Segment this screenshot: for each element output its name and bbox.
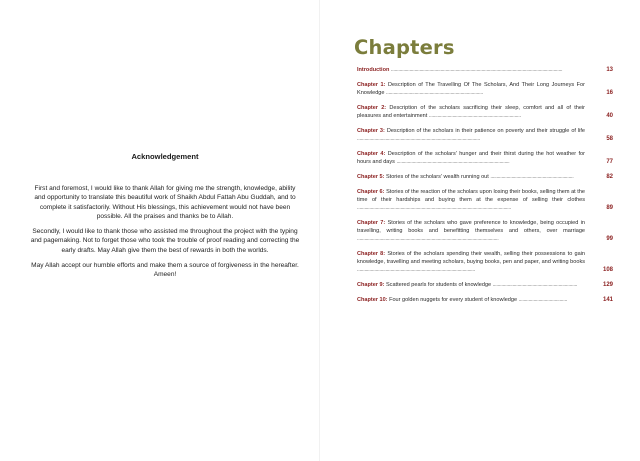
toc-entry-label: Chapter 4: [357, 151, 386, 158]
chapters-title: Chapters [354, 36, 455, 59]
toc-page-number: 89 [606, 205, 613, 211]
toc-entry-chapter-5[interactable] [357, 174, 615, 182]
ack-paragraph-3: May Allah accept our humble efforts and make them a source of forgiveness in the hereafter. [31, 262, 299, 270]
toc-page-number: 16 [606, 90, 613, 96]
toc-leader-dots: ....................................... [518, 297, 567, 303]
table-of-contents [357, 67, 615, 312]
toc-entry-text: Description of the scholars sacrificing their sleep, comfort and all of their pleasures and entertainment [357, 105, 585, 119]
toc-entry-chapter-1[interactable] [357, 82, 615, 98]
toc-entry-text: Stories of the scholars who gave preference to knowledge, being occupied in travelling, writing books and benefitting themselves and others, over marriage [357, 220, 586, 234]
toc-entry-chapter-6[interactable] [357, 189, 615, 213]
toc-page-number: 129 [602, 281, 613, 288]
toc-entry-chapter-8[interactable] [357, 251, 615, 275]
toc-page-number: 77 [606, 159, 613, 165]
toc-entry-chapter-10[interactable] [357, 297, 615, 305]
toc-entry-label: Chapter 7: [357, 220, 386, 227]
toc-page-number: 108 [602, 266, 613, 273]
ack-paragraph-2: Secondly, I would like to thank those who assisted me throughout the project with the typing and pagemaking. Not to forget those who took the trouble of proof reading and correcting the early drafts. May Allah give them the best of rewards in both the worlds. [30, 228, 300, 254]
toc-entry-label: Chapter 6: [357, 189, 385, 196]
toc-entry-chapter-2[interactable] [357, 105, 615, 121]
toc-leader-dots: ........................................................................................... [396, 159, 510, 165]
toc-page-number: 99 [606, 235, 613, 242]
toc-entry-label: Introduction [357, 67, 390, 73]
toc-entry-text: Stories of the reaction of the scholars upon losing their books, selling them at the time of their hardships and buying them at the expense of selling their clothes [357, 189, 585, 204]
toc-entry-text: Description of The Travelling Of The Scholars, And Their Long Journeys For Knowledge [357, 82, 585, 96]
toc-page-number: 141 [602, 297, 613, 303]
toc-entry-text: Stories of the scholars spending their wealth, selling their possessions to gain knowledge, travelling and meeting scholars, buying books, pen and paper, and writing books [357, 251, 585, 265]
toc-leader-dots: .............................................................................. [386, 90, 483, 96]
toc-page-number: 40 [606, 113, 613, 119]
toc-page-number: 13 [606, 67, 613, 73]
toc-entry-chapter-9[interactable] [357, 282, 615, 290]
toc-entry-chapter-7[interactable] [357, 220, 615, 244]
acknowledgement-title: Acknowledgement [131, 152, 199, 161]
toc-entry-label: Chapter 3: [357, 128, 385, 135]
toc-leader-dots: .................................................................................................................. [357, 235, 499, 242]
toc-entry-label: Chapter 9: [357, 281, 385, 288]
toc-entry-label: Chapter 2: [357, 105, 387, 112]
toc-entry-chapter-4[interactable] [357, 151, 615, 167]
toc-leader-dots: .......................................................................................................................................... [390, 67, 563, 73]
toc-page-number: 82 [606, 174, 613, 181]
toc-entry-text: Description of the scholars in their patience on poverty and their struggle of life [386, 128, 585, 135]
toc-entry-text: Description of the scholars' hunger and their thirst during the hot weather for hours and days [357, 151, 585, 165]
toc-leader-dots: ................................................................... [490, 174, 574, 181]
toc-entry-text: Stories of the scholars' wealth running out [385, 174, 489, 181]
toc-entry-text: Scattered pearls for students of knowledge [385, 281, 492, 288]
toc-entry-label: Chapter 8: [357, 251, 386, 257]
toc-entry-label: Chapter 1: [357, 82, 386, 89]
ack-closing: Ameen! [153, 271, 177, 279]
toc-leader-dots: ................................................................................................... [357, 136, 480, 142]
toc-leader-dots: .......................................................................... [428, 113, 521, 119]
toc-page-number: 58 [606, 136, 613, 142]
ack-paragraph-1: First and foremost, I would like to thank Allah for giving me the strength, knowledge, ability and opportunity to translate this beautiful work of Shaikh Abdul Fattah Abu Guddah, and to complete it satisfactorily. Without His blessings, this achievement would not have been possible. All the praises and thanks be to Allah. [34, 185, 296, 220]
acknowledgement-body [30, 184, 300, 286]
toc-leader-dots: .................................................................... [492, 281, 578, 288]
toc-entry-chapter-3[interactable] [357, 128, 615, 144]
toc-leader-dots: ............................................................................................................................ [357, 205, 511, 211]
toc-leader-dots: ............................................................................................... [357, 266, 475, 273]
toc-entry-introduction[interactable] [357, 67, 615, 75]
toc-entry-text: Four golden nuggets for every student of knowledge [389, 297, 518, 303]
toc-entry-label: Chapter 10: [357, 297, 388, 303]
toc-entry-label: Chapter 5: [357, 174, 385, 181]
